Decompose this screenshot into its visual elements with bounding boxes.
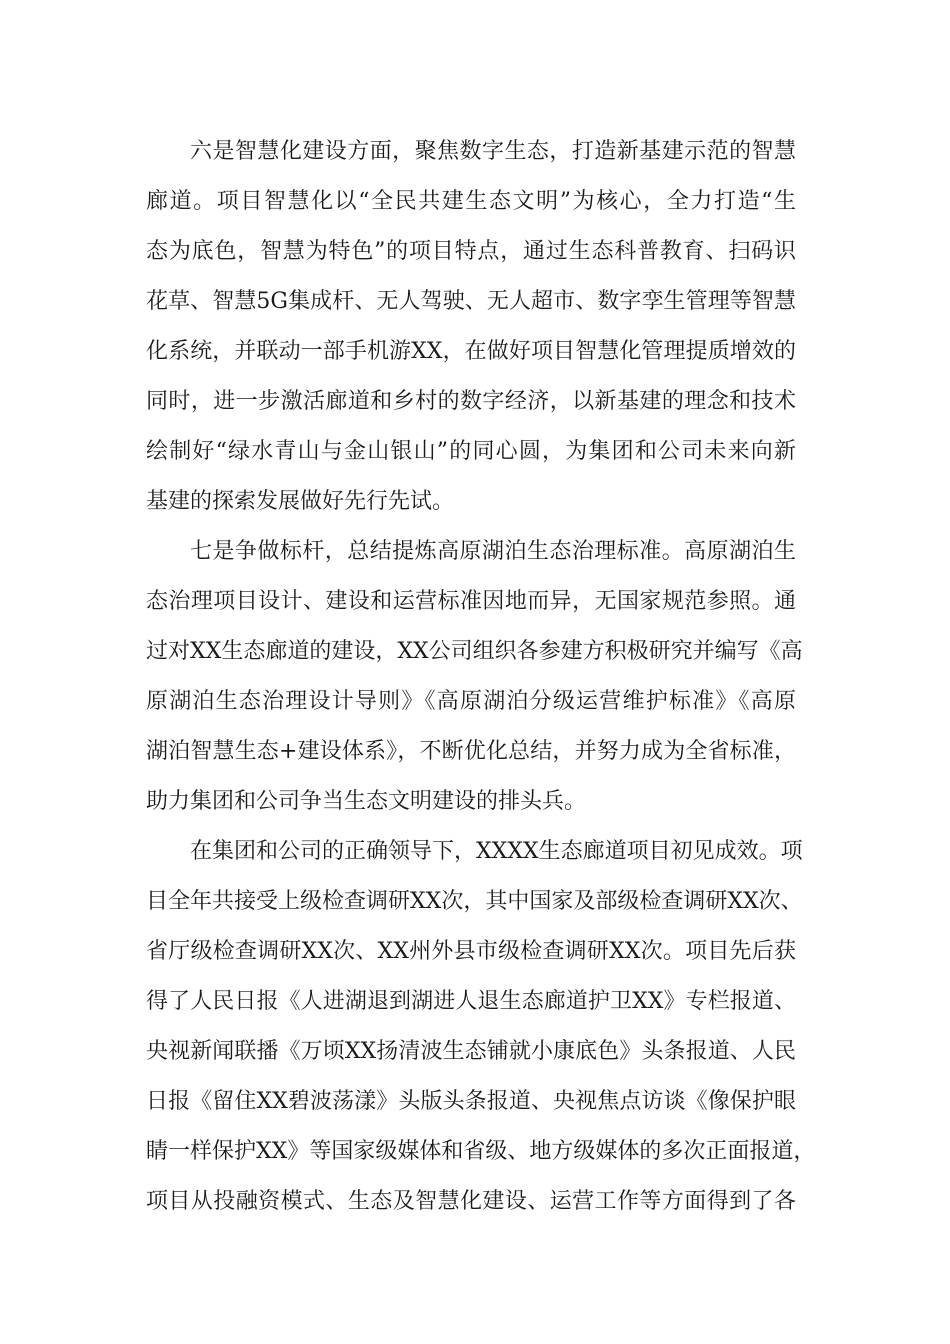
paragraph-2-line-2: 态治理项目设计、建设和运营标准因地而异，无国家规范参照。通: [146, 589, 796, 614]
paragraph-1-line-2: 廊道。项目智慧化以“全民共建生态文明”为核心，全力打造“生: [146, 189, 796, 214]
paragraph-2-line-4: 原湖泊生态治理设计导则》《高原湖泊分级运营维护标准》《高原: [146, 689, 796, 714]
paragraph-2-line-1: 七是争做标杆，总结提炼高原湖泊生态治理标准。高原湖泊生: [190, 539, 796, 564]
paragraph-3-line-3: 省厅级检查调研XX次、XX州外县市级检查调研XX次。项目先后获: [146, 939, 796, 964]
paragraph-2-line-5: 湖泊智慧生态+建设体系》，不断优化总结，并努力成为全省标准，: [146, 739, 796, 764]
paragraph-2-line-3: 过对XX生态廊道的建设，XX公司组织各参建方积极研究并编写《高: [146, 639, 803, 664]
paragraph-1-line-1: 六是智慧化建设方面，聚焦数字生态，打造新基建示范的智慧: [190, 139, 796, 164]
paragraph-1-line-3: 态为底色，智慧为特色”的项目特点，通过生态科普教育、扫码识: [146, 239, 796, 264]
paragraph-1-line-5: 化系统，并联动一部手机游XX，在做好项目智慧化管理提质增效的: [146, 339, 796, 364]
paragraph-3-line-5: 央视新闻联播《万顷XX扬清波生态铺就小康底色》头条报道、人民: [146, 1039, 796, 1064]
paragraph-1-line-8: 基建的探索发展做好先行先试。: [146, 489, 455, 514]
paragraph-3-line-2: 目全年共接受上级检查调研XX次，其中国家及部级检查调研XX次、: [146, 889, 803, 914]
paragraph-3-line-8: 项目从投融资模式、生态及智慧化建设、运营工作等方面得到了各: [146, 1189, 796, 1214]
paragraph-3-line-6: 日报《留住XX碧波荡漾》头版头条报道、央视焦点访谈《像保护眼: [146, 1089, 796, 1114]
paragraph-1-line-7: 绘制好“绿水青山与金山银山”的同心圆，为集团和公司未来向新: [146, 439, 796, 464]
paragraph-1-line-4: 花草、智慧5G集成杆、无人驾驶、无人超市、数字孪生管理等智慧: [146, 289, 796, 314]
paragraph-3-line-1: 在集团和公司的正确领导下，XXXX生态廊道项目初见成效。项: [190, 839, 803, 864]
paragraph-3-line-7: 睛一样保护XX》等国家级媒体和省级、地方级媒体的多次正面报道，: [146, 1139, 816, 1164]
paragraph-1-line-6: 同时，进一步激活廊道和乡村的数字经济，以新基建的理念和技术: [146, 389, 796, 414]
paragraph-3-line-4: 得了人民日报《人进湖退到湖进人退生态廊道护卫XX》专栏报道、: [146, 989, 796, 1014]
paragraph-2-line-6: 助力集团和公司争当生态文明建设的排头兵。: [146, 789, 587, 814]
